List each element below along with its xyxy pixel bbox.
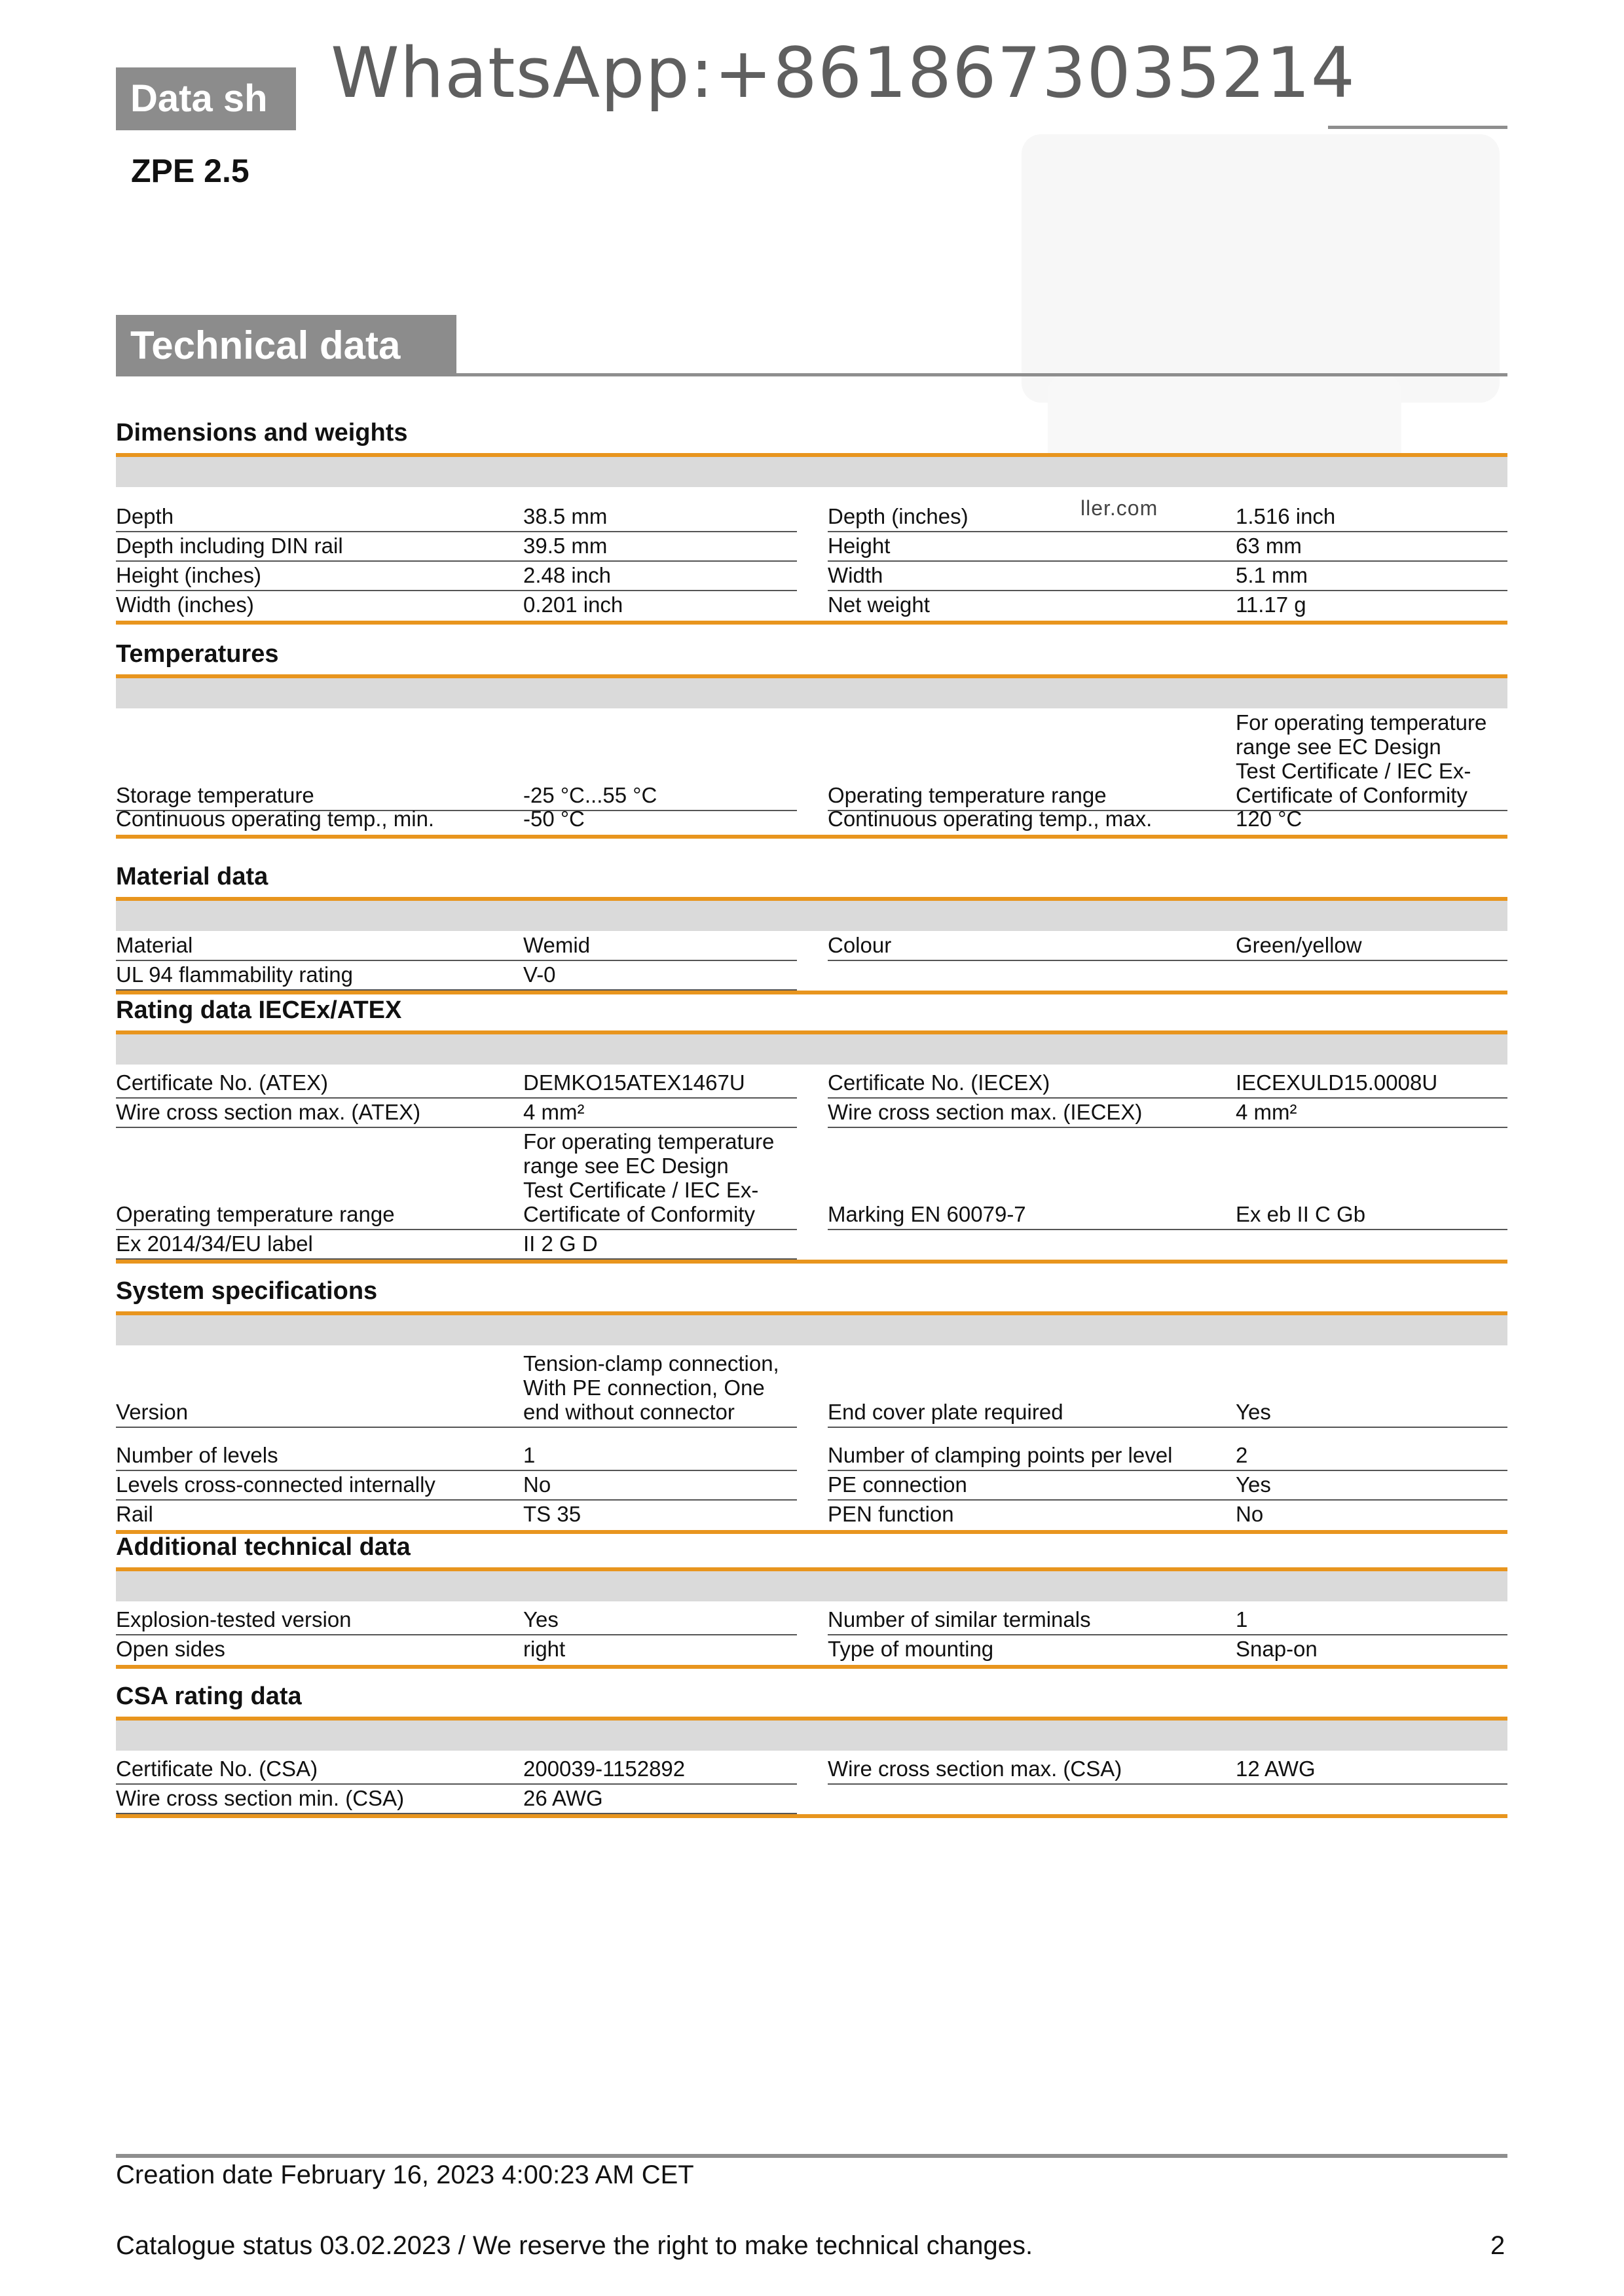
row-value: 200039-1152892 bbox=[523, 1757, 686, 1781]
row-label: Depth (inches) bbox=[828, 504, 969, 528]
row-divider bbox=[828, 960, 1507, 961]
row-value: For operating temperature range see EC Design Test Certificate / IEC Ex- Certificate of Conformity bbox=[523, 1129, 775, 1226]
row-divider bbox=[828, 560, 1507, 562]
row-value: right bbox=[523, 1637, 566, 1661]
row-divider bbox=[828, 1097, 1507, 1099]
row-label: Operating temperature range bbox=[828, 783, 1107, 807]
row-divider bbox=[116, 560, 797, 562]
row-divider bbox=[116, 590, 797, 591]
row-value: 5.1 mm bbox=[1236, 563, 1308, 587]
section-band bbox=[116, 1315, 1507, 1345]
page-number: 2 bbox=[1490, 2231, 1505, 2260]
row-label: Wire cross section min. (CSA) bbox=[116, 1786, 405, 1810]
section-title: Rating data IECEx/ATEX bbox=[116, 996, 402, 1024]
row-value: TS 35 bbox=[523, 1502, 581, 1526]
section-band bbox=[116, 901, 1507, 931]
section-title: Additional technical data bbox=[116, 1533, 411, 1561]
header-rule bbox=[1328, 126, 1507, 129]
row-value: 2.48 inch bbox=[523, 563, 611, 587]
row-label: Continuous operating temp., max. bbox=[828, 807, 1153, 831]
technical-data-label: Technical data bbox=[116, 315, 456, 376]
section-band bbox=[116, 1034, 1507, 1065]
row-label: Wire cross section max. (CSA) bbox=[828, 1757, 1122, 1781]
row-value: -25 °C...55 °C bbox=[523, 783, 657, 807]
row-label: End cover plate required bbox=[828, 1400, 1063, 1424]
row-value: 1 bbox=[1236, 1607, 1248, 1631]
row-label: Certificate No. (CSA) bbox=[116, 1757, 318, 1781]
row-divider bbox=[116, 1229, 797, 1230]
row-label: Continuous operating temp., min. bbox=[116, 807, 435, 831]
row-label: Number of levels bbox=[116, 1443, 278, 1467]
row-value: Tension-clamp connection, With PE connection, One end without connector bbox=[523, 1351, 779, 1424]
row-value: Wemid bbox=[523, 933, 591, 957]
row-value: 0.201 inch bbox=[523, 592, 623, 617]
row-label: Width bbox=[828, 563, 883, 587]
footer-rule bbox=[116, 2154, 1507, 2158]
row-label: UL 94 flammability rating bbox=[116, 962, 353, 987]
section-band bbox=[116, 678, 1507, 708]
row-divider bbox=[116, 1499, 797, 1501]
row-divider bbox=[116, 1634, 797, 1635]
section-title: Material data bbox=[116, 863, 268, 890]
row-label: Marking EN 60079-7 bbox=[828, 1202, 1026, 1226]
row-divider bbox=[828, 1499, 1507, 1501]
row-label: Storage temperature bbox=[116, 783, 314, 807]
row-divider bbox=[828, 1470, 1507, 1471]
row-value: 4 mm² bbox=[1236, 1100, 1297, 1124]
section-bottom-rule bbox=[116, 621, 1507, 625]
section-bottom-rule bbox=[116, 1260, 1507, 1264]
section-bottom-rule bbox=[116, 1665, 1507, 1669]
section-band bbox=[116, 1571, 1507, 1601]
row-value: 120 °C bbox=[1236, 807, 1302, 831]
section-title: System specifications bbox=[116, 1277, 378, 1305]
datasheet-label: Data sh bbox=[116, 67, 296, 130]
row-label: Open sides bbox=[116, 1637, 225, 1661]
background-smudge bbox=[1022, 134, 1500, 403]
row-divider bbox=[116, 1127, 797, 1128]
row-value: Yes bbox=[523, 1607, 559, 1631]
row-divider bbox=[116, 1470, 797, 1471]
row-label: Wire cross section max. (ATEX) bbox=[116, 1100, 421, 1124]
row-divider bbox=[828, 1634, 1507, 1635]
section-bottom-rule bbox=[116, 835, 1507, 839]
row-value: 63 mm bbox=[1236, 534, 1302, 558]
watermark-stamp: ller.com bbox=[1080, 496, 1158, 520]
row-value: 1 bbox=[523, 1443, 536, 1467]
row-label: Height (inches) bbox=[116, 563, 261, 587]
row-label: Width (inches) bbox=[116, 592, 254, 617]
row-value: Snap-on bbox=[1236, 1637, 1318, 1661]
row-value: 26 AWG bbox=[523, 1786, 603, 1810]
row-label: Explosion-tested version bbox=[116, 1607, 352, 1631]
row-value: 1.516 inch bbox=[1236, 504, 1336, 528]
row-divider bbox=[828, 1427, 1507, 1428]
row-value: II 2 G D bbox=[523, 1231, 598, 1256]
row-value: 4 mm² bbox=[523, 1100, 585, 1124]
row-value: 39.5 mm bbox=[523, 534, 608, 558]
product-name: ZPE 2.5 bbox=[131, 153, 249, 189]
row-value: Yes bbox=[1236, 1472, 1271, 1497]
row-label: Ex 2014/34/EU label bbox=[116, 1231, 313, 1256]
row-divider bbox=[116, 1097, 797, 1099]
row-label: Wire cross section max. (IECEX) bbox=[828, 1100, 1143, 1124]
section-title: Temperatures bbox=[116, 640, 279, 668]
row-value: 11.17 g bbox=[1236, 592, 1306, 617]
row-label: Height bbox=[828, 534, 891, 558]
row-label: Certificate No. (IECEX) bbox=[828, 1070, 1050, 1095]
row-label: Number of clamping points per level bbox=[828, 1443, 1173, 1467]
row-divider bbox=[828, 1783, 1507, 1785]
catalogue-status: Catalogue status 03.02.2023 / We reserve the right to make technical changes. bbox=[116, 2231, 1033, 2260]
row-label: Number of similar terminals bbox=[828, 1607, 1091, 1631]
watermark-text: WhatsApp:+8618673035214 bbox=[331, 33, 1356, 113]
row-label: Type of mounting bbox=[828, 1637, 994, 1661]
row-divider bbox=[116, 1427, 797, 1428]
row-divider bbox=[828, 531, 1507, 532]
row-value: -50 °C bbox=[523, 807, 585, 831]
row-label: Net weight bbox=[828, 592, 930, 617]
row-label: Levels cross-connected internally bbox=[116, 1472, 435, 1497]
creation-date: Creation date February 16, 2023 4:00:23 AM CET bbox=[116, 2160, 694, 2189]
row-divider bbox=[116, 1783, 797, 1785]
row-label: Material bbox=[116, 933, 193, 957]
technical-data-rule bbox=[456, 373, 1507, 376]
row-divider bbox=[828, 590, 1507, 591]
row-divider bbox=[828, 1229, 1507, 1230]
row-value: Yes bbox=[1236, 1400, 1271, 1424]
row-label: Colour bbox=[828, 933, 892, 957]
row-label: PE connection bbox=[828, 1472, 967, 1497]
row-divider bbox=[828, 1127, 1507, 1128]
section-bottom-rule bbox=[116, 1814, 1507, 1818]
row-value: V-0 bbox=[523, 962, 556, 987]
row-value: 38.5 mm bbox=[523, 504, 608, 528]
row-label: Rail bbox=[116, 1502, 153, 1526]
row-label: PEN function bbox=[828, 1502, 954, 1526]
section-bottom-rule bbox=[116, 991, 1507, 994]
row-value: No bbox=[523, 1472, 551, 1497]
row-value: 2 bbox=[1236, 1443, 1248, 1467]
section-title: Dimensions and weights bbox=[116, 419, 408, 446]
row-divider bbox=[116, 531, 797, 532]
row-value: DEMKO15ATEX1467U bbox=[523, 1070, 745, 1095]
section-band bbox=[116, 1721, 1507, 1751]
row-label: Operating temperature range bbox=[116, 1202, 395, 1226]
row-value: No bbox=[1236, 1502, 1264, 1526]
row-label: Depth including DIN rail bbox=[116, 534, 343, 558]
section-band bbox=[116, 457, 1507, 487]
row-label: Certificate No. (ATEX) bbox=[116, 1070, 328, 1095]
row-divider bbox=[116, 960, 797, 961]
row-value: For operating temperature range see EC Design Test Certificate / IEC Ex- Certificate of Conformity bbox=[1236, 710, 1487, 807]
row-label: Version bbox=[116, 1400, 189, 1424]
row-value: Green/yellow bbox=[1236, 933, 1362, 957]
section-title: CSA rating data bbox=[116, 1683, 302, 1710]
row-value: IECEXULD15.0008U bbox=[1236, 1070, 1438, 1095]
row-value: 12 AWG bbox=[1236, 1757, 1316, 1781]
row-label: Depth bbox=[116, 504, 174, 528]
row-value: Ex eb II C Gb bbox=[1236, 1202, 1366, 1226]
